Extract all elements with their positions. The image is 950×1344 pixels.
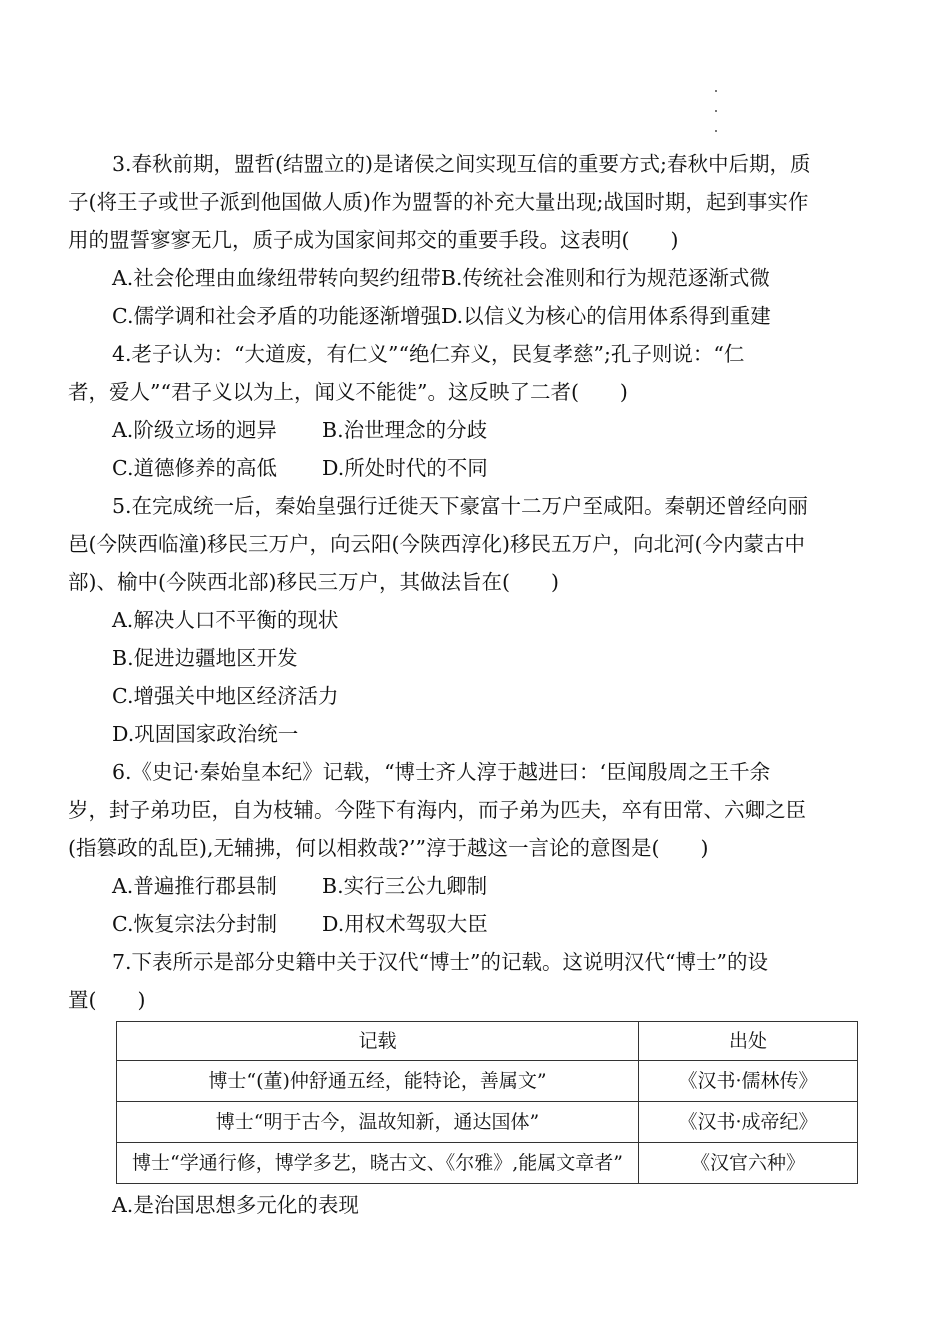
- question-6-option-d[interactable]: D.用权术驾驭大臣: [322, 912, 488, 936]
- question-4-option-b[interactable]: B.治世理念的分歧: [322, 418, 488, 442]
- table-cell-record: 博士“明于古今，温故知新，通达国体”: [117, 1102, 639, 1143]
- question-3-stem-line: 3.春秋前期，盟哲(结盟立的)是诸侯之间实现互信的重要方式;春秋中后期，质: [112, 152, 811, 176]
- question-4-stem-line: 者，爱人”“君子义以为上，闻义不能徙”。这反映了二者( ): [68, 380, 628, 404]
- margin-dots: [715, 90, 718, 150]
- table-row: [117, 1102, 858, 1143]
- question-3-stem-line: 子(将王子或世子派到他国做人质)作为盟誓的补充大量出现;战国时期，起到事实作: [68, 190, 809, 214]
- question-4-options-row: [68, 449, 880, 487]
- table-cell-record: 博士“(董)仲舒通五经，能特论，善属文”: [117, 1061, 639, 1102]
- table-header-record: 记载: [117, 1022, 639, 1061]
- question-3-option-ab[interactable]: A.社会伦理由血缘纽带转向契约纽带B.传统社会准则和行为规范逐渐式微: [112, 266, 770, 290]
- question-5-stem-line: 部)、榆中(今陕西北部)移民三万户，其做法旨在( ): [68, 570, 559, 594]
- table-row: [117, 1143, 858, 1184]
- question-5-stem-line: 5.在完成统一后，秦始皇强行迁徙天下豪富十二万户至咸阳。秦朝还曾经向丽: [112, 494, 809, 518]
- question-4-stem-line: 4.老子认为：“大道废，有仁义”“绝仁弃义，民复孝慈”;孔子则说：“仁: [112, 342, 745, 366]
- question-5-option-c[interactable]: C.增强关中地区经济活力: [112, 684, 339, 708]
- question-5-stem-line: 邑(今陕西临潼)移民三万户，向云阳(今陕西淳化)移民五万户，向北河(今内蒙古中: [68, 532, 805, 556]
- question-5-option-d[interactable]: D.巩固国家政治统一: [112, 722, 299, 746]
- question-5-option-b[interactable]: B.促进边疆地区开发: [112, 646, 298, 670]
- question-4: [68, 335, 880, 487]
- question-4-option-d[interactable]: D.所处时代的不同: [322, 456, 488, 480]
- question-3-stem-line: 用的盟誓寥寥无几，质子成为国家间邦交的重要手段。这表明( ): [68, 228, 679, 252]
- question-3-option-cd[interactable]: C.儒学调和社会矛盾的功能逐渐增强D.以信义为核心的信用体系得到重建: [112, 304, 771, 328]
- question-6-options-row: [68, 905, 880, 943]
- question-7: [68, 943, 880, 1224]
- question-4-options-row: [68, 411, 880, 449]
- table-cell-source: 《汉书·儒林传》: [639, 1061, 858, 1102]
- question-7-stem-line: 7.下表所示是部分史籍中关于汉代“博士”的记载。这说明汉代“博士”的设: [112, 950, 768, 974]
- question-4-option-a[interactable]: A.阶级立场的迥异: [112, 418, 277, 442]
- question-5-option-a[interactable]: A.解决人口不平衡的现状: [112, 608, 339, 632]
- question-6-stem-line: 岁，封子弟功臣，自为枝辅。今陛下有海内，而子弟为匹夫，卒有田常、六卿之臣: [68, 798, 806, 822]
- question-6-stem-line: (指篡政的乱臣),无辅拂，何以相救哉?’”淳于越这一言论的意图是( ): [68, 836, 709, 860]
- question-4-option-c[interactable]: C.道德修养的高低: [112, 456, 277, 480]
- table-cell-record: 博士“学通行修，博学多艺，晓古文、《尔雅》,能属文章者”: [117, 1143, 639, 1184]
- question-3: [68, 145, 880, 335]
- question-6-option-c[interactable]: C.恢复宗法分封制: [112, 912, 277, 936]
- records-table: [116, 1021, 858, 1184]
- question-6-option-a[interactable]: A.普遍推行郡县制: [112, 874, 277, 898]
- question-5: [68, 487, 880, 753]
- question-6-options-row: [68, 867, 880, 905]
- question-6: [68, 753, 880, 943]
- table-header-source: 出处: [639, 1022, 858, 1061]
- question-6-option-b[interactable]: B.实行三公九卿制: [322, 874, 488, 898]
- table-cell-source: 《汉官六种》: [639, 1143, 858, 1184]
- question-7-stem-line: 置( ): [68, 988, 146, 1012]
- question-6-stem-line: 6.《史记·秦始皇本纪》记载，“博士齐人淳于越进曰：‘臣闻殷周之王千余: [112, 760, 771, 784]
- table-cell-source: 《汉书·成帝纪》: [639, 1102, 858, 1143]
- table-header-row: [117, 1022, 858, 1061]
- exam-page: [68, 145, 880, 1224]
- question-7-option-a[interactable]: A.是治国思想多元化的表现: [112, 1193, 359, 1217]
- table-row: [117, 1061, 858, 1102]
